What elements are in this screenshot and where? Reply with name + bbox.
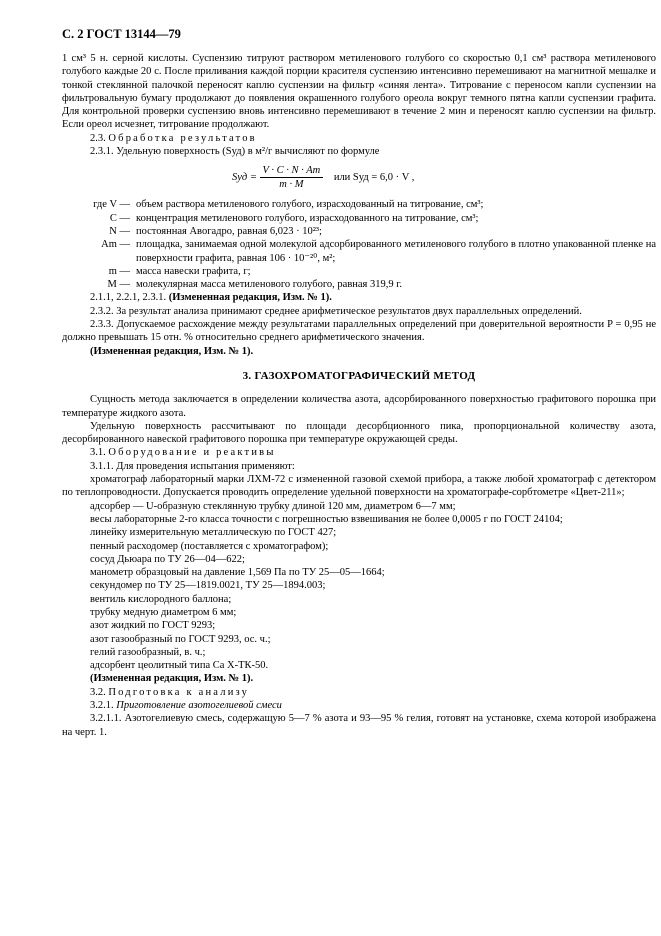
- list-item: весы лабораторные 2-го класса точности с погрешностью взвешивания не более 0,0005 г по ГОСТ 24104;: [90, 513, 563, 525]
- amendment-note: [62, 291, 656, 304]
- paragraph-titration: 1 см³ 5 н. серной кислоты. Суспензию титруют раствором метиленового голубого со скоростью 0,1 см³ раствора метиленового голубого каждые 20 с. После приливания каждой порции красителя суспензию интенсивно перемешивают на магнитной мешалке и тонкой стеклянной палочкой переносят каплю суспензии на фильтр «синяя лента». Титрование с переносом капли суспензии на фильтровальную бумагу продолжают до появления окрашенного голубого ореола вокруг темного пятна капли суспензии графита. Для контрольной проверки суспензию вновь интенсивно перемешивают в течение 2 мин и переносят каплю суспензии на фильтр. Если ореол исчезнет, титрование продолжают.: [62, 53, 656, 131]
- list-item: адсорбер — U-образную стеклянную трубку длиной 120 мм, диаметром 6—7 мм;: [90, 500, 456, 512]
- amendment-note: (Измененная редакция, Изм. № 1).: [90, 673, 254, 685]
- section-number: 3.2.: [90, 686, 106, 698]
- list-item: хроматограф лабораторный марки ЛХМ-72 с измененной газовой схемой прибора, а также любой хроматограф с детектором по теплопроводности. Допускается проводить определение удельной поверхности на хроматографе-сорбтометре «Цвет-211»;: [62, 474, 656, 499]
- list-item: вентиль кислородного баллона;: [90, 593, 232, 605]
- definition-text: молекулярная масса метиленового голубого, равная 319,9 г.: [136, 279, 403, 291]
- amendment-note: (Измененная редакция, Изм. № 1).: [90, 345, 254, 357]
- formula-lhs: Sуд =: [232, 172, 257, 184]
- definition-item: [62, 238, 656, 265]
- definition-symbol: m —: [108, 265, 130, 277]
- paragraph-2-3-1: 2.3.1. Удельную поверхность (Sуд) в м²/г вычисляют по формуле: [90, 146, 380, 158]
- section-number: 2.3.: [90, 132, 106, 144]
- formula-numerator: V · C · N · Am: [260, 164, 324, 178]
- list-item: линейку измерительную металлическую по ГОСТ 427;: [90, 527, 337, 539]
- definition-text: площадка, занимаемая одной молекулой адсорбированного метиленового голубого в плотно упакованной пленке на поверхности графита, равная 106 · 10⁻²⁰, м²;: [136, 239, 656, 264]
- list-item: пенный расходомер (поставляется с хроматографом);: [90, 540, 329, 552]
- definition-symbol: C —: [109, 212, 130, 224]
- page-header: С. 2 ГОСТ 13144—79: [62, 27, 181, 41]
- section-heading-2-3: [62, 132, 656, 145]
- section-number: 3.1.: [90, 447, 106, 459]
- paragraph-method-essence: Сущность метода заключается в определении количества азота, адсорбированного поверхностью графитового порошка при температуре жидкого азота.: [62, 394, 656, 419]
- definition-text: концентрация метиленового голубого, израсходованного на титрование, см³;: [136, 212, 479, 224]
- list-item: трубку медную диаметром 6 мм;: [90, 606, 237, 618]
- section-title: Приготовление азотогелиевой смеси: [116, 700, 282, 712]
- section-heading-3-1: [62, 446, 656, 459]
- paragraph-calculation: Удельную поверхность рассчитывают по площади десорбционного пика, пропорциональной количеству азота, десорбированного навеской графитового порошка при температуре окружающей среды.: [62, 420, 656, 446]
- subsection-heading-3-2-1: [62, 699, 656, 712]
- definitions-list: [62, 198, 656, 291]
- definition-item: [62, 278, 656, 291]
- section-title: Оборудование и реактивы: [108, 447, 276, 459]
- list-item: манометр образцовый на давление 1,569 Па по ТУ 25—05—1664;: [90, 567, 385, 579]
- definition-symbol: N —: [109, 225, 130, 237]
- amendment-clauses: 2.1.1, 2.2.1, 2.3.1.: [90, 292, 167, 304]
- definition-item: [62, 225, 656, 238]
- paragraph-3-1-1: 3.1.1. Для проведения испытания применяют:: [90, 460, 295, 472]
- definition-text: масса навески графита, г;: [136, 265, 251, 277]
- list-item: азот жидкий по ГОСТ 9293;: [90, 620, 216, 632]
- definition-item: [62, 198, 656, 211]
- list-item: азот газообразный по ГОСТ 9293, ос. ч.;: [90, 633, 271, 645]
- formula: [62, 164, 656, 194]
- document-body: [62, 52, 656, 739]
- paragraph-3-2-1-1: 3.2.1.1. Азотогелиевую смесь, содержащую 5—7 % азота и 93—95 % гелия, готовят на установке, схема которой изображена на черт. 1.: [62, 713, 656, 738]
- section-number: 3.2.1.: [90, 700, 114, 712]
- list-item: секундомер по ТУ 25—1819.0021, ТУ 25—1894.003;: [90, 580, 326, 592]
- definition-text: объем раствора метиленового голубого, израсходованный на титрование, см³;: [136, 199, 484, 211]
- list-item: сосуд Дьюара по ТУ 26—04—622;: [90, 553, 245, 565]
- amendment-text: (Измененная редакция, Изм. № 1).: [168, 292, 332, 304]
- list-item: адсорбент цеолитный типа Са Х-ТК-50.: [90, 660, 269, 672]
- definition-item: [62, 212, 656, 225]
- definition-item: [62, 265, 656, 278]
- section-3-heading: 3. ГАЗОХРОМАТОГРАФИЧЕСКИЙ МЕТОД: [242, 369, 476, 382]
- section-heading-3-2: [62, 686, 656, 699]
- formula-fraction: [260, 164, 324, 191]
- definition-symbol: Am —: [101, 239, 130, 251]
- section-title: Обработка результатов: [108, 132, 257, 144]
- formula-denominator: m · M: [279, 179, 304, 191]
- section-title: Подготовка к анализу: [108, 686, 250, 698]
- definition-text: постоянная Авогадро, равная 6,023 · 10²³;: [136, 225, 322, 237]
- paragraph-2-3-2: 2.3.2. За результат анализа принимают среднее арифметическое результатов двух параллельных определений.: [90, 305, 582, 317]
- list-item: гелий газообразный, в. ч.;: [90, 646, 206, 658]
- paragraph-2-3-3: 2.3.3. Допускаемое расхождение между результатами параллельных определений при доверительной вероятности P = 0,95 не должно превышать 15 отн. % относительно среднего арифметического значения.: [62, 319, 656, 344]
- equipment-list: [62, 473, 656, 672]
- definition-symbol: где V —: [93, 199, 130, 211]
- formula-alt: или Sуд = 6,0 · V ,: [333, 172, 415, 184]
- definition-symbol: M —: [107, 279, 130, 291]
